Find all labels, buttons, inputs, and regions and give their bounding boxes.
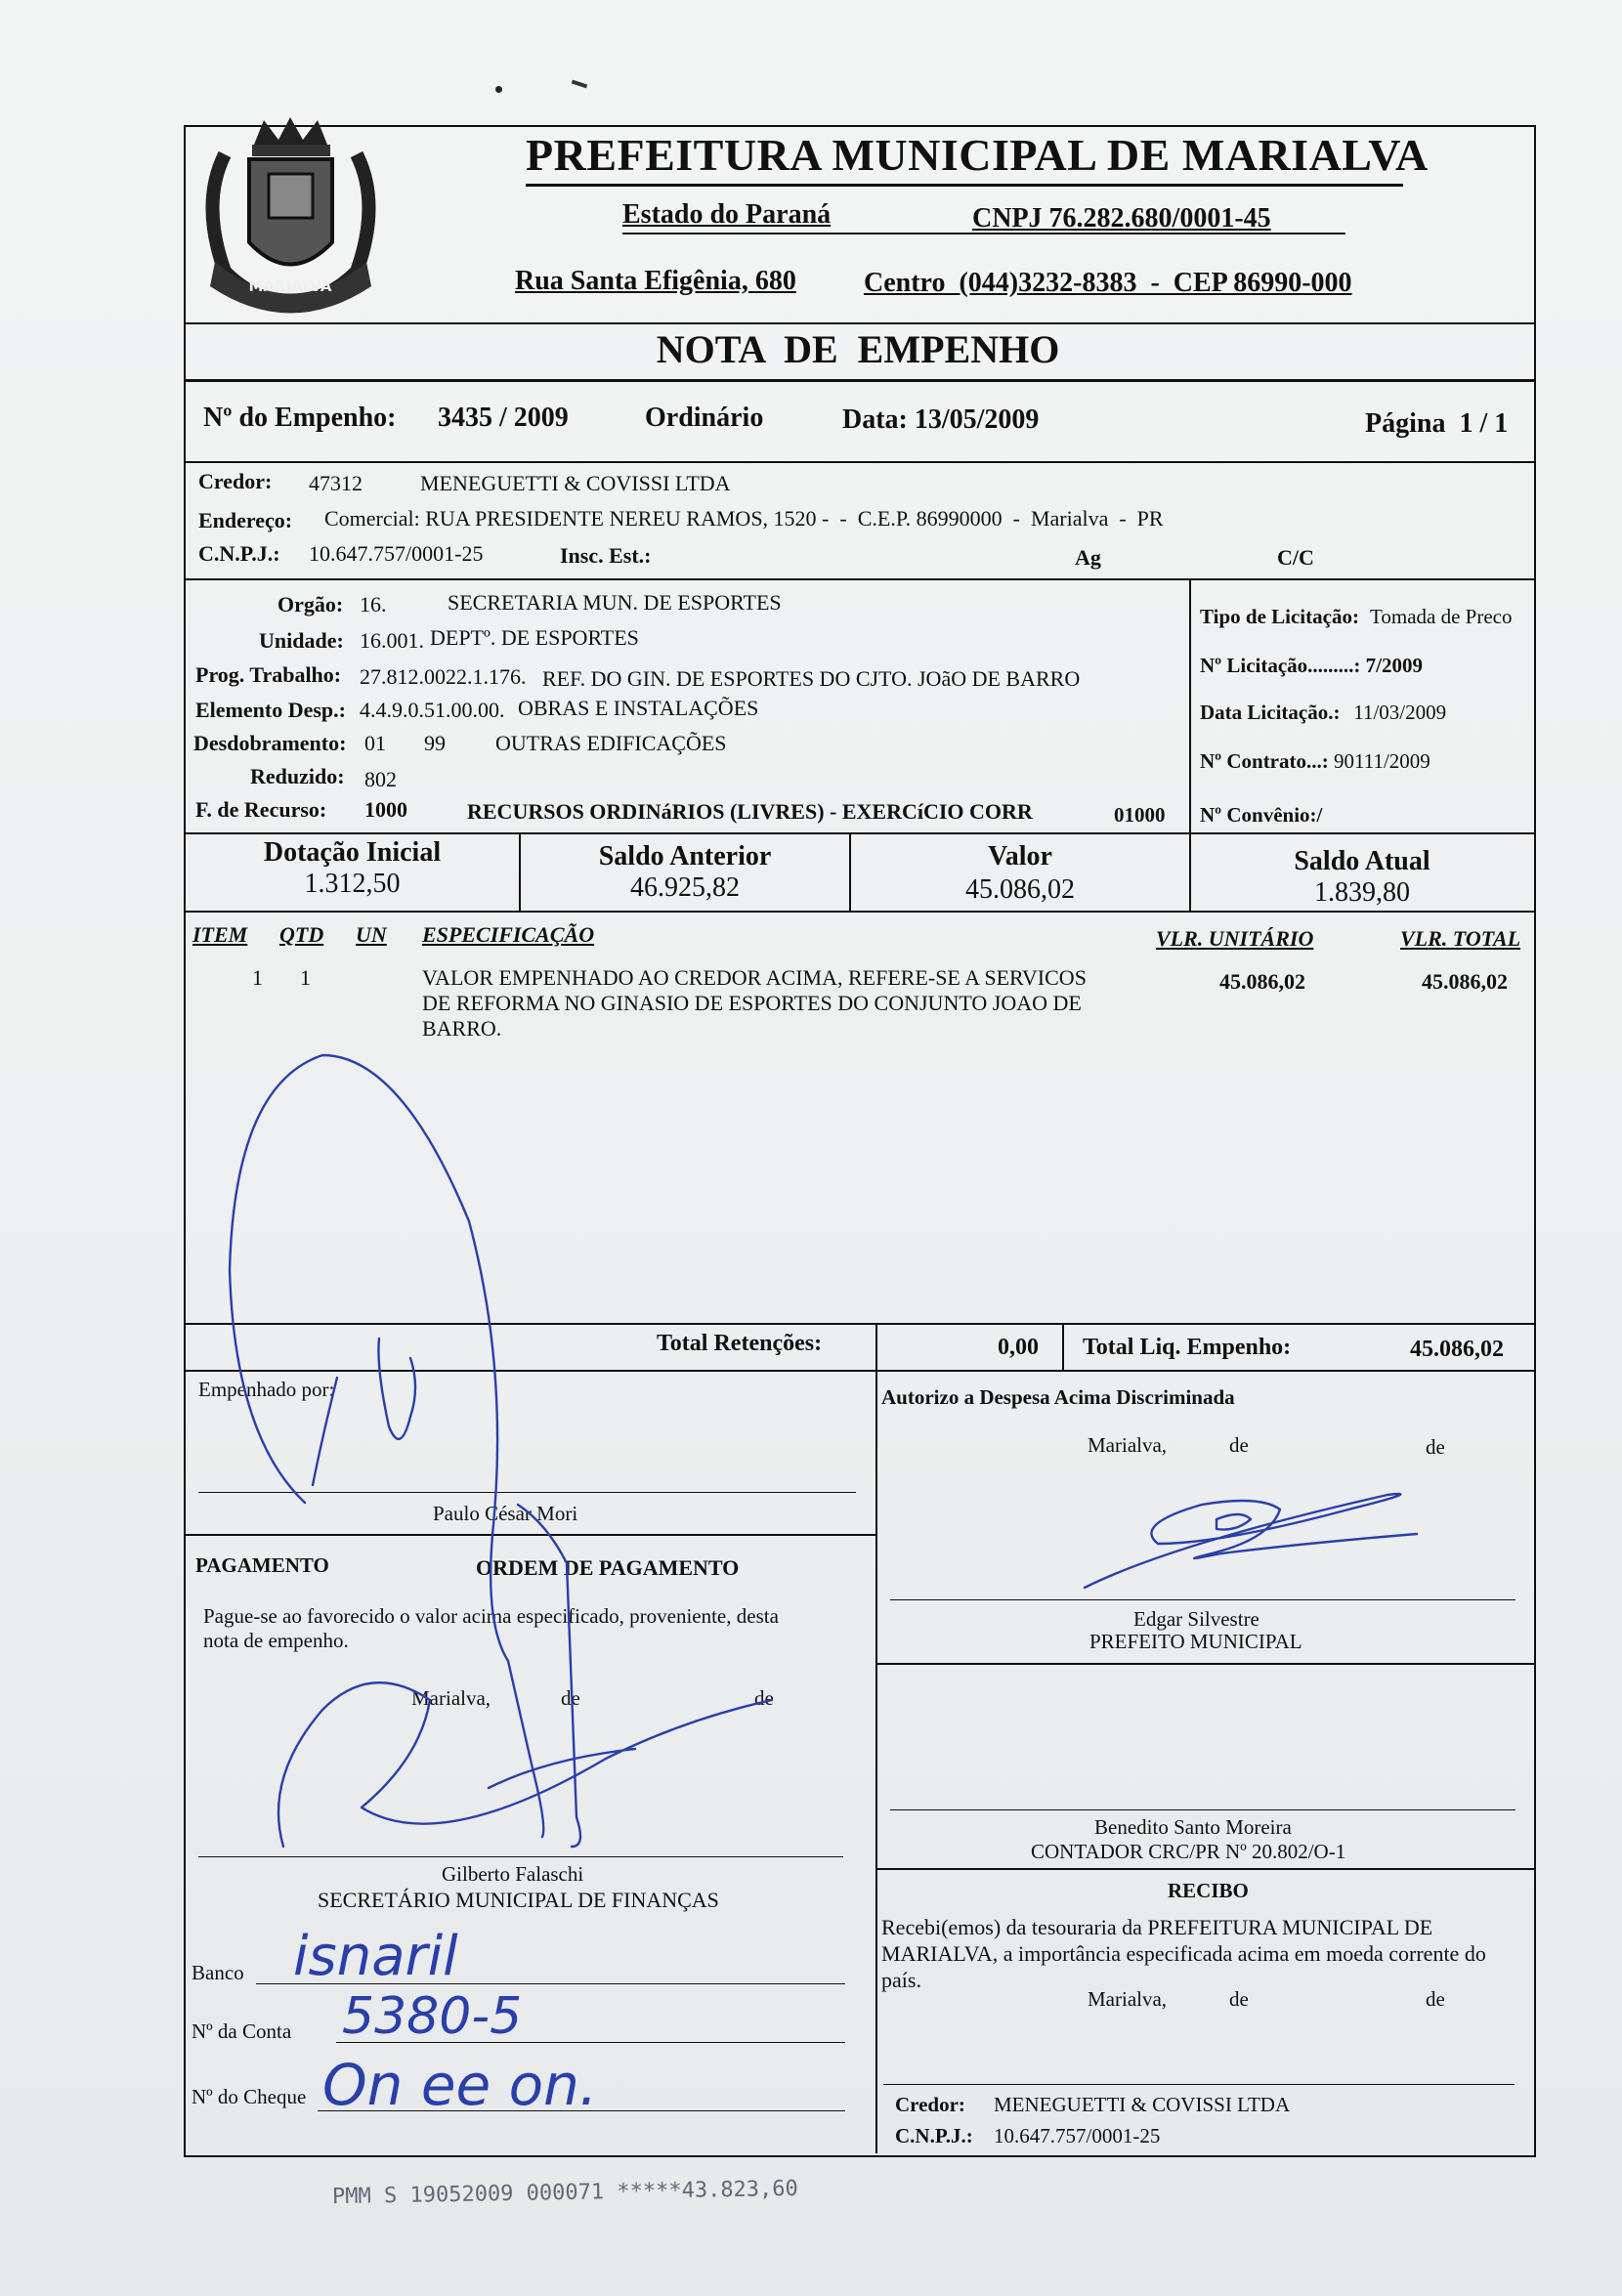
total-liquido-value: 45.086,02 bbox=[1410, 1337, 1504, 1362]
prog-code: 27.812.0022.1.176. bbox=[360, 664, 527, 689]
print-stamp: PMM S 19052009 000071 *****43.823,60 bbox=[331, 2176, 799, 2210]
address-value: Comercial: RUA PRESIDENTE NEREU RAMOS, 1520 - - C.E.P. 86990000 - Marialva - PR bbox=[324, 506, 1164, 531]
desdobramento-name: OUTRAS EDIFICAÇÕES bbox=[495, 731, 727, 755]
tipo-licitacao-label: Tipo de Licitação: bbox=[1200, 605, 1359, 628]
desdobramento-code: 01 bbox=[364, 731, 386, 755]
contador-title: CONTADOR CRC/PR Nº 20.802/O-1 bbox=[1031, 1840, 1346, 1863]
divider bbox=[184, 832, 1534, 834]
empenho-type: Ordinário bbox=[645, 403, 764, 433]
recibo-text-line3: país. bbox=[881, 1968, 921, 1992]
column-divider bbox=[875, 1323, 877, 1370]
total-retencoes-label: Total Retenções: bbox=[657, 1331, 823, 1356]
pagamento-label: PAGAMENTO bbox=[195, 1553, 329, 1577]
data-licitacao-value: 11/03/2009 bbox=[1348, 701, 1447, 724]
signature-line bbox=[198, 1492, 856, 1493]
recibo-title: RECIBO bbox=[1168, 1879, 1249, 1902]
credor-cnpj: 10.647.757/0001-25 bbox=[309, 541, 484, 566]
item-header: ITEM bbox=[192, 922, 248, 947]
signature-line bbox=[890, 1809, 1515, 1810]
item-desc-line2: DE REFORMA NO GINASIO DE ESPORTES DO CONJUNTO JOAO DE bbox=[422, 991, 1082, 1015]
reduzido-label: Reduzido: bbox=[250, 764, 345, 788]
column-divider bbox=[1062, 1323, 1064, 1370]
prog-label: Prog. Trabalho: bbox=[195, 662, 342, 687]
recurso-label: F. de Recurso: bbox=[195, 797, 327, 822]
page-title: PREFEITURA MUNICIPAL DE MARIALVA bbox=[526, 130, 1429, 180]
credor-label: Credor: bbox=[198, 469, 273, 493]
contador-name: Benedito Santo Moreira bbox=[1094, 1815, 1292, 1839]
conta-label: Nº da Conta bbox=[192, 2020, 292, 2043]
especificacao-header: ESPECIFICAÇÃO bbox=[422, 922, 595, 947]
autorizo-place: Marialva, bbox=[1088, 1433, 1168, 1457]
pagamento-text-line2: nota de empenho. bbox=[203, 1629, 349, 1652]
orgao-label: Orgão: bbox=[277, 592, 344, 617]
divider bbox=[875, 1868, 1534, 1870]
item-number: 1 bbox=[252, 965, 263, 990]
tipo-licitacao-value: Tomada de Preco bbox=[1370, 605, 1513, 628]
empenhado-name: Paulo César Mori bbox=[433, 1502, 578, 1525]
autorizo-de-2: de bbox=[1426, 1435, 1445, 1459]
saldo-anterior-label: Saldo Anterior bbox=[598, 841, 772, 872]
column-divider bbox=[1189, 578, 1191, 832]
elemento-code: 4.4.9.0.51.00.00. bbox=[360, 698, 505, 722]
unidade-label: Unidade: bbox=[259, 628, 344, 653]
valor-label: Valor bbox=[988, 841, 1052, 872]
unidade-code: 16.001. bbox=[360, 628, 424, 653]
title-underline bbox=[526, 184, 1403, 187]
licitacao-number: Nº Licitação.........: 7/2009 bbox=[1200, 654, 1423, 677]
banco-handwritten: isnaril bbox=[293, 1925, 458, 1988]
ordem-pagamento-label: ORDEM DE PAGAMENTO bbox=[476, 1555, 740, 1580]
empenho-number: 3435 / 2009 bbox=[438, 403, 569, 433]
item-qtd: 1 bbox=[300, 965, 311, 990]
ag-label: Ag bbox=[1075, 545, 1101, 570]
prog-name: REF. DO GIN. DE ESPORTES DO CJTO. JOãO DE BARRO bbox=[542, 666, 1081, 691]
credor-code: 47312 bbox=[309, 471, 363, 495]
conta-handwritten: 5380-5 bbox=[342, 1987, 523, 2046]
secretario-name: Gilberto Falaschi bbox=[442, 1862, 584, 1886]
document-title: NOTA DE EMPENHO bbox=[656, 327, 1060, 371]
page-number: Página 1 / 1 bbox=[1365, 408, 1509, 439]
divider bbox=[184, 322, 1534, 324]
unit-value-header: VLR. UNITÁRIO bbox=[1156, 926, 1314, 951]
recibo-text-line1: Recebi(emos) da tesouraria da PREFEITURA MUNICIPAL DE bbox=[881, 1915, 1433, 1939]
address-label: Centro (044)3232-8383 - CEP 86990-000 bbox=[864, 268, 1352, 298]
recibo-cnpj-value: 10.647.757/0001-25 bbox=[994, 2124, 1161, 2147]
street-label: Rua Santa Efigênia, 680 bbox=[515, 266, 796, 296]
recibo-text-line2: MARIALVA, a importância especificada acima em moeda corrente do bbox=[881, 1941, 1486, 1966]
insc-est-label: Insc. Est.: bbox=[560, 543, 652, 568]
convenio-label: Nº Convênio:/ bbox=[1200, 803, 1323, 827]
reduzido-value: 802 bbox=[364, 767, 397, 791]
divider bbox=[184, 379, 1534, 382]
dotacao-value: 1.312,50 bbox=[304, 869, 401, 899]
address-label: Endereço: bbox=[198, 508, 293, 532]
divider bbox=[184, 1370, 1534, 1372]
item-desc-line3: BARRO. bbox=[422, 1016, 502, 1041]
signature-line bbox=[890, 1599, 1515, 1600]
recurso-name: RECURSOS ORDINáRIOS (LIVRES) - EXERCíCIO CORR bbox=[467, 799, 1033, 824]
divider bbox=[184, 911, 1534, 913]
recurso-code: 1000 bbox=[364, 797, 407, 822]
empenho-number-label: Nº do Empenho: bbox=[203, 403, 397, 433]
recibo-credor-label: Credor: bbox=[895, 2093, 965, 2116]
dotacao-label: Dotação Inicial bbox=[263, 837, 442, 868]
prefeito-title: PREFEITO MUNICIPAL bbox=[1089, 1630, 1302, 1653]
recurso-code-2: 01000 bbox=[1114, 803, 1166, 827]
elemento-label: Elemento Desp.: bbox=[195, 698, 346, 722]
recibo-cnpj-label: C.N.P.J.: bbox=[895, 2124, 973, 2147]
unidade-name: DEPTº. DE ESPORTES bbox=[430, 625, 639, 650]
saldo-atual-label: Saldo Atual bbox=[1294, 846, 1430, 876]
divider bbox=[184, 578, 1534, 580]
pagamento-de-2: de bbox=[754, 1686, 774, 1710]
data-licitacao-label: Data Licitação.: bbox=[1200, 701, 1341, 724]
cheque-label: Nº do Cheque bbox=[192, 2085, 307, 2108]
item-total-value: 45.086,02 bbox=[1422, 969, 1508, 994]
empenho-date: Data: 13/05/2009 bbox=[842, 404, 1040, 435]
speck bbox=[572, 80, 587, 89]
cheque-handwritten: On ee on. bbox=[322, 2052, 598, 2118]
prefeito-name: Edgar Silvestre bbox=[1133, 1607, 1259, 1631]
credor-name: MENEGUETTI & COVISSI LTDA bbox=[420, 471, 731, 495]
empenhado-por-label: Empenhado por: bbox=[198, 1378, 335, 1401]
secretario-title: SECRETÁRIO MUNICIPAL DE FINANÇAS bbox=[318, 1888, 719, 1912]
saldo-anterior-value: 46.925,82 bbox=[630, 872, 740, 903]
total-retencoes-value: 0,00 bbox=[998, 1335, 1039, 1360]
speck bbox=[495, 86, 502, 93]
divider bbox=[184, 1323, 1534, 1325]
signature-line bbox=[198, 1856, 843, 1857]
item-desc-line1: VALOR EMPENHADO AO CREDOR ACIMA, REFERE-SE A SERVICOS bbox=[422, 965, 1087, 990]
crest-text: MARIALVA bbox=[248, 277, 332, 295]
cc-label: C/C bbox=[1277, 545, 1314, 570]
contrato-value: 90111/2009 bbox=[1334, 749, 1430, 773]
valor-value: 45.086,02 bbox=[965, 874, 1075, 905]
saldo-atual-value: 1.839,80 bbox=[1314, 877, 1410, 908]
recibo-credor-value: MENEGUETTI & COVISSI LTDA bbox=[994, 2093, 1291, 2116]
total-value-header: VLR. TOTAL bbox=[1400, 926, 1521, 951]
municipal-crest-icon bbox=[195, 115, 386, 325]
qtd-header: QTD bbox=[279, 922, 324, 947]
divider bbox=[875, 1663, 1534, 1665]
cnpj-label: CNPJ 76.282.680/0001-45 bbox=[972, 203, 1271, 234]
state-label: Estado do Paraná bbox=[622, 199, 832, 230]
recibo-place: Marialva, bbox=[1088, 1987, 1168, 2011]
state-line bbox=[622, 233, 1345, 234]
pagamento-text-line1: Pague-se ao favorecido o valor acima especificado, proveniente, desta bbox=[203, 1604, 779, 1628]
pagamento-de: de bbox=[561, 1686, 580, 1710]
orgao-name: SECRETARIA MUN. DE ESPORTES bbox=[448, 590, 782, 615]
column-divider bbox=[875, 1370, 877, 2153]
recibo-de-2: de bbox=[1426, 1987, 1445, 2011]
divider bbox=[184, 1534, 877, 1536]
autorizo-label: Autorizo a Despesa Acima Discriminada bbox=[881, 1385, 1235, 1409]
elemento-name: OBRAS E INSTALAÇÕES bbox=[518, 696, 759, 720]
signature-line bbox=[883, 2084, 1515, 2085]
orgao-code: 16. bbox=[360, 592, 387, 617]
total-liquido-label: Total Liq. Empenho: bbox=[1083, 1335, 1292, 1360]
item-unit-value: 45.086,02 bbox=[1219, 969, 1305, 994]
banco-label: Banco bbox=[192, 1961, 244, 1984]
credor-cnpj-label: C.N.P.J.: bbox=[198, 541, 280, 566]
desdobramento-code-2: 99 bbox=[424, 731, 446, 755]
divider bbox=[184, 461, 1534, 463]
autorizo-de: de bbox=[1229, 1433, 1249, 1457]
un-header: UN bbox=[356, 922, 387, 947]
desdobramento-label: Desdobramento: bbox=[193, 731, 347, 755]
recibo-de: de bbox=[1229, 1987, 1249, 2011]
pagamento-place: Marialva, bbox=[411, 1686, 491, 1710]
contrato-label: Nº Contrato...: bbox=[1200, 749, 1329, 773]
